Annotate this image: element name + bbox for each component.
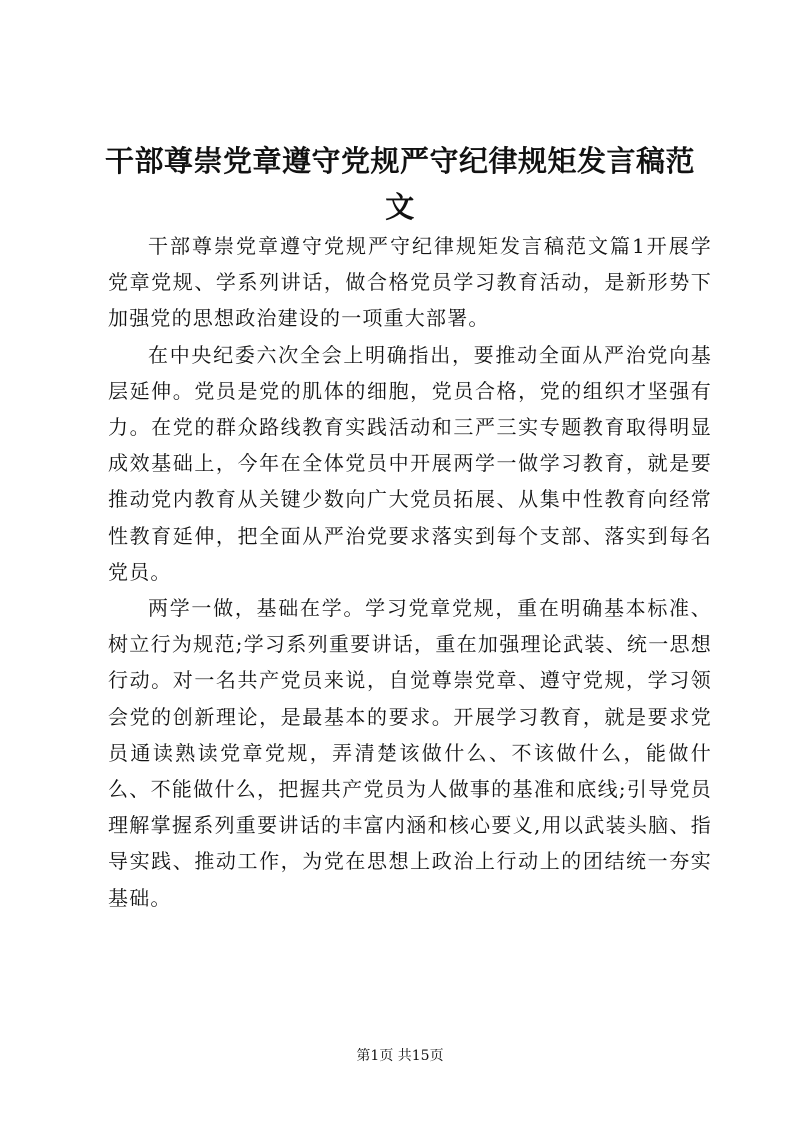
- page-footer: [0, 1046, 800, 1066]
- page-number: 第1页 共15页: [356, 1048, 444, 1064]
- paragraph: 在中央纪委六次全会上明确指出，要推动全面从严治党向基层延伸。党员是党的肌体的细胞，党员合格，党的组织才坚强有力。在党的群众路线教育实践活动和三严三实专题教育取得明显成效基础上，今年在全体党员中开展两学一做学习教育，就是要推动党内教育从关键少数向广大党员拓展、从集中性教育向经常性教育延伸，把全面从严治党要求落实到每个支部、落实到每名党员。: [108, 342, 712, 584]
- document-body: [108, 228, 712, 916]
- paragraph: 两学一做，基础在学。学习党章党规，重在明确基本标准、树立行为规范;学习系列重要讲话，重在加强理论武装、统一思想行动。对一名共产党员来说，自觉尊崇党章、遵守党规，学习领会党的创新理论，是最基本的要求。开展学习教育，就是要求党员通读熟读党章党规，弄清楚该做什么、不该做什么，能做什么、不能做什么，把握共产党员为人做事的基准和底线;引导党员理解掌握系列重要讲话的丰富内涵和核心要义,用以武装头脑、指导实践、推动工作，为党在思想上政治上行动上的团结统一夯实基础。: [108, 596, 712, 910]
- document-title: 干部尊崇党章遵守党规严守纪律规矩发言稿范文: [104, 144, 695, 224]
- paragraph: 干部尊崇党章遵守党规严守纪律规矩发言稿范文篇1开展学党章党规、学系列讲话，做合格党员学习教育活动，是新形势下加强党的思想政治建设的一项重大部署。: [108, 234, 712, 331]
